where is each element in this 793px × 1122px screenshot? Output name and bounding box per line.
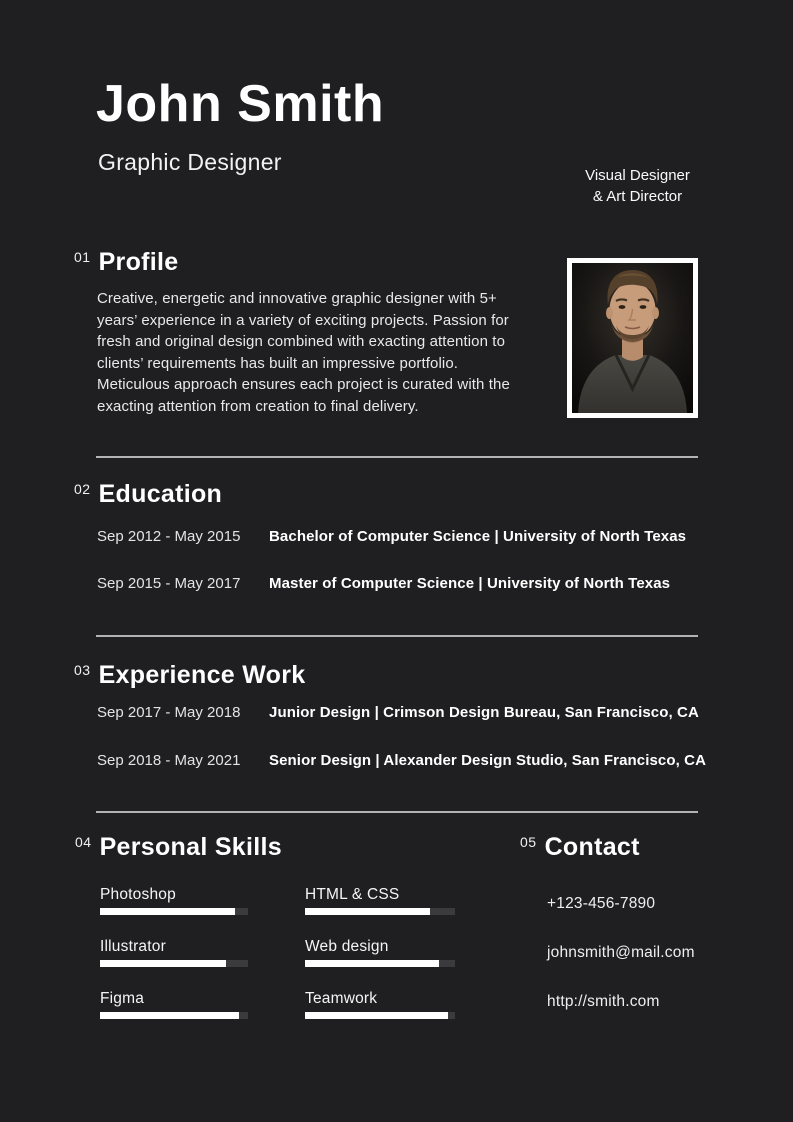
skill-label: Teamwork	[305, 990, 378, 1007]
skill-bar-fill	[305, 908, 430, 915]
experience-row	[97, 751, 706, 770]
section-heading-profile	[74, 250, 178, 275]
contact-email[interactable]: johnsmith@mail.com	[547, 944, 695, 961]
section-divider	[96, 635, 698, 637]
skill-bar-fill	[305, 1012, 448, 1019]
tagline-line-1: Visual Designer	[585, 167, 690, 184]
skill-bar-fill	[100, 1012, 239, 1019]
section-heading-contact	[520, 835, 640, 860]
section-heading-experience	[74, 663, 305, 688]
skill-item	[100, 885, 248, 915]
skill-bar-track	[100, 1012, 248, 1019]
experience-list	[97, 703, 706, 770]
portrait-illustration	[572, 263, 693, 413]
skill-label: HTML & CSS	[305, 886, 400, 903]
skills-grid	[100, 885, 455, 1019]
contact-website[interactable]: http://smith.com	[547, 993, 660, 1010]
skill-label: Web design	[305, 938, 389, 955]
skill-label: Photoshop	[100, 886, 176, 903]
skill-item	[305, 885, 455, 915]
section-heading-skills	[75, 835, 282, 860]
profile-summary-text: Creative, energetic and innovative graphic designer with 5+ years’ experience in a variety of exciting projects. Passion for fresh and original design combined with exacting attention to clients’ requirements has built an impressive portfolio. Meticulous approach ensures each project is curated with the exacting attention from creation to final delivery.	[97, 290, 510, 415]
education-degree: Bachelor of Computer Science | University of North Texas	[269, 528, 687, 545]
section-number: 01	[74, 249, 91, 265]
skill-bar-track	[100, 960, 248, 967]
education-degree: Master of Computer Science | University of North Texas	[269, 575, 671, 592]
skill-bar-fill	[305, 960, 439, 967]
section-title: Personal Skills	[99, 833, 282, 861]
section-title: Education	[98, 480, 223, 508]
profile-photo	[567, 258, 698, 418]
education-dates: Sep 2015 - May 2017	[97, 575, 241, 592]
tagline-line-2: & Art Director	[592, 188, 683, 205]
section-number: 03	[74, 662, 91, 678]
section-number: 04	[75, 834, 92, 850]
education-dates: Sep 2012 - May 2015	[97, 528, 241, 545]
education-row	[97, 574, 686, 593]
skill-item	[100, 937, 248, 967]
education-row	[97, 527, 686, 546]
person-job-title: Graphic Designer	[98, 149, 282, 175]
experience-dates: Sep 2018 - May 2021	[97, 752, 241, 769]
contact-list	[547, 896, 695, 1010]
section-heading-education	[74, 482, 222, 507]
experience-position: Junior Design | Crimson Design Bureau, San Francisco, CA	[269, 704, 699, 721]
education-list	[97, 527, 686, 593]
skill-bar-track	[100, 908, 248, 915]
person-name: John Smith	[96, 75, 385, 133]
experience-row	[97, 703, 706, 722]
section-divider	[96, 811, 698, 813]
skill-item	[305, 989, 455, 1019]
section-title: Experience Work	[98, 661, 306, 689]
experience-position: Senior Design | Alexander Design Studio, San Francisco, CA	[269, 752, 707, 769]
skill-item	[305, 937, 455, 967]
section-title: Contact	[544, 833, 640, 861]
section-divider	[96, 456, 698, 458]
skill-label: Figma	[100, 990, 145, 1007]
skill-bar-fill	[100, 960, 226, 967]
tagline	[560, 165, 715, 207]
skill-label: Illustrator	[100, 938, 166, 955]
section-number: 02	[74, 481, 91, 497]
skill-bar-track	[305, 908, 455, 915]
skill-bar-fill	[100, 908, 235, 915]
contact-phone[interactable]: +123-456-7890	[547, 895, 656, 912]
skill-item	[100, 989, 248, 1019]
skill-bar-track	[305, 960, 455, 967]
experience-dates: Sep 2017 - May 2018	[97, 704, 241, 721]
skill-bar-track	[305, 1012, 455, 1019]
section-number: 05	[520, 834, 537, 850]
section-title: Profile	[98, 248, 179, 276]
